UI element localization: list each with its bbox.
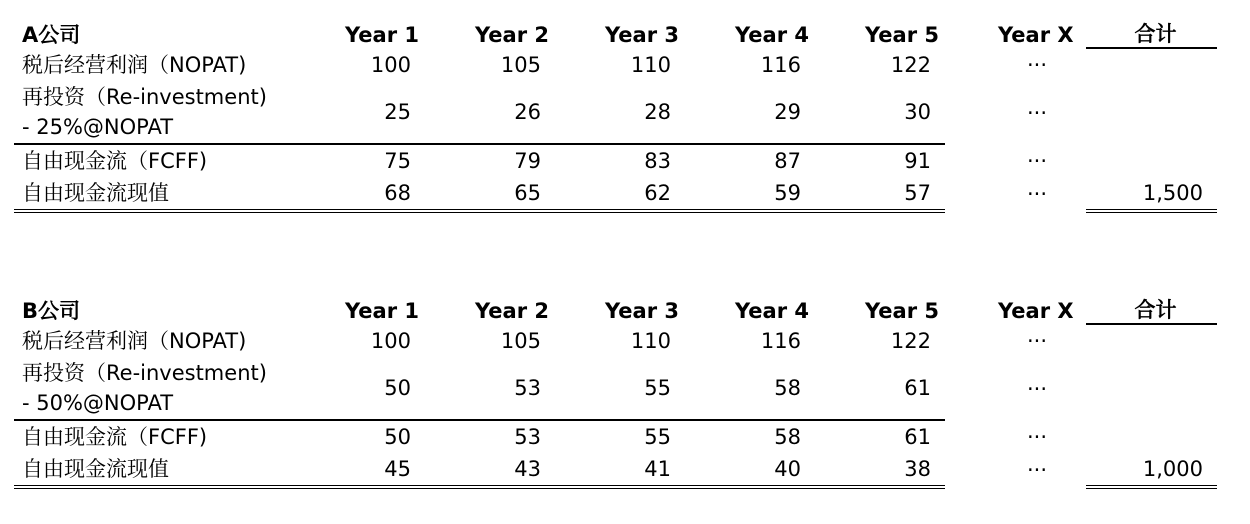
cell-year-2: 105 [500, 328, 541, 353]
cell-year-5: 91 [815, 144, 945, 177]
row-label: 自由现金流（FCFF) [14, 420, 321, 453]
cell-total [1086, 81, 1217, 144]
cell-year-x: ··· [1027, 52, 1048, 77]
company-name: A公司 [22, 23, 81, 47]
company-name: B公司 [22, 299, 81, 323]
cell-year-4: 87 [685, 144, 815, 177]
cell-year-1: 25 [384, 100, 411, 124]
col-header-year-3: Year 3 [605, 23, 679, 47]
cell-total [1086, 324, 1217, 357]
row-label: 税后经营利润（NOPAT) [22, 328, 247, 353]
cell-year-x: ··· [1027, 182, 1048, 206]
cell-year-3: 83 [555, 144, 685, 177]
col-header-year-x: Year X [998, 299, 1074, 323]
cell-year-1: 100 [370, 52, 411, 77]
col-header-year-5: Year 5 [865, 23, 939, 47]
cell-year-1: 75 [321, 144, 425, 177]
cell-year-1: 68 [321, 177, 425, 211]
cell-year-5: 30 [904, 100, 931, 124]
cell-year-5: 122 [890, 328, 931, 353]
cell-total [1086, 48, 1217, 81]
table-header-row [14, 292, 1217, 324]
cell-total [1086, 144, 1217, 177]
cell-year-4: 116 [760, 52, 801, 77]
cell-year-2: 105 [500, 52, 541, 77]
cell-year-4: 59 [685, 177, 815, 211]
row-label [14, 357, 321, 420]
cell-year-x: ··· [1027, 458, 1048, 482]
row-label: 自由现金流现值 [14, 453, 321, 487]
row-label: 自由现金流（FCFF) [14, 144, 321, 177]
cell-total: 1,500 [1086, 177, 1217, 211]
cell-year-4: 116 [760, 328, 801, 353]
col-header-year-3: Year 3 [605, 299, 679, 323]
col-header-year-2: Year 2 [475, 299, 549, 323]
cell-year-5: 122 [890, 52, 931, 77]
cell-year-5: 38 [815, 453, 945, 487]
table-row [14, 420, 1217, 453]
cell-year-1: 50 [384, 376, 411, 400]
table-row [14, 81, 1217, 144]
cell-year-x: ··· [1027, 328, 1048, 353]
row-label-line-1: 再投资（Re-investment) [22, 361, 267, 385]
table-row [14, 324, 1217, 357]
cell-year-x: ··· [1027, 424, 1048, 449]
cell-year-x: ··· [1027, 100, 1048, 125]
col-header-year-4: Year 4 [735, 23, 809, 47]
col-header-year-1: Year 1 [345, 299, 419, 323]
table-row [14, 357, 1217, 420]
row-label [14, 81, 321, 144]
cell-year-2: 43 [425, 453, 555, 487]
cell-year-1: 45 [321, 453, 425, 487]
col-header-year-5: Year 5 [865, 299, 939, 323]
cell-year-x: ··· [1027, 148, 1048, 173]
cell-year-3: 62 [555, 177, 685, 211]
cell-year-1: 100 [370, 328, 411, 353]
cell-year-4: 40 [685, 453, 815, 487]
row-label-line-2: - 25%@NOPAT [22, 115, 174, 139]
cell-year-2: 53 [425, 420, 555, 453]
cell-total: 1,000 [1086, 453, 1217, 487]
cell-year-3: 110 [630, 328, 671, 353]
cell-year-3: 28 [644, 100, 671, 124]
cell-year-4: 58 [774, 376, 801, 400]
cell-total [1086, 357, 1217, 420]
col-header-year-2: Year 2 [475, 23, 549, 47]
table-row [14, 453, 1217, 487]
company-a-table [14, 16, 1217, 213]
cell-year-3: 55 [555, 420, 685, 453]
col-header-year-x: Year X [998, 23, 1074, 47]
cell-year-4: 58 [685, 420, 815, 453]
col-header-year-1: Year 1 [345, 23, 419, 47]
table-header-row [14, 16, 1217, 48]
row-label: 税后经营利润（NOPAT) [22, 52, 247, 77]
cell-year-3: 55 [644, 376, 671, 400]
cell-year-2: 53 [514, 376, 541, 400]
col-header-total: 合计 [1086, 292, 1217, 324]
row-label: 自由现金流现值 [14, 177, 321, 211]
cell-year-5: 61 [815, 420, 945, 453]
table-row [14, 144, 1217, 177]
cell-year-x: ··· [1027, 376, 1048, 401]
cell-year-5: 57 [815, 177, 945, 211]
cell-year-5: 61 [904, 376, 931, 400]
cell-total [1086, 420, 1217, 453]
col-header-total: 合计 [1086, 16, 1217, 48]
cell-year-3: 110 [630, 52, 671, 77]
table-row [14, 48, 1217, 81]
cell-year-2: 79 [425, 144, 555, 177]
company-b-table [14, 292, 1217, 489]
cell-year-4: 29 [774, 100, 801, 124]
table-row [14, 177, 1217, 211]
col-header-year-4: Year 4 [735, 299, 809, 323]
cell-year-2: 26 [514, 100, 541, 124]
cell-year-2: 65 [425, 177, 555, 211]
row-label-line-2: - 50%@NOPAT [22, 391, 174, 415]
cell-year-1: 50 [321, 420, 425, 453]
cell-year-3: 41 [555, 453, 685, 487]
row-label-line-1: 再投资（Re-investment) [22, 85, 267, 109]
